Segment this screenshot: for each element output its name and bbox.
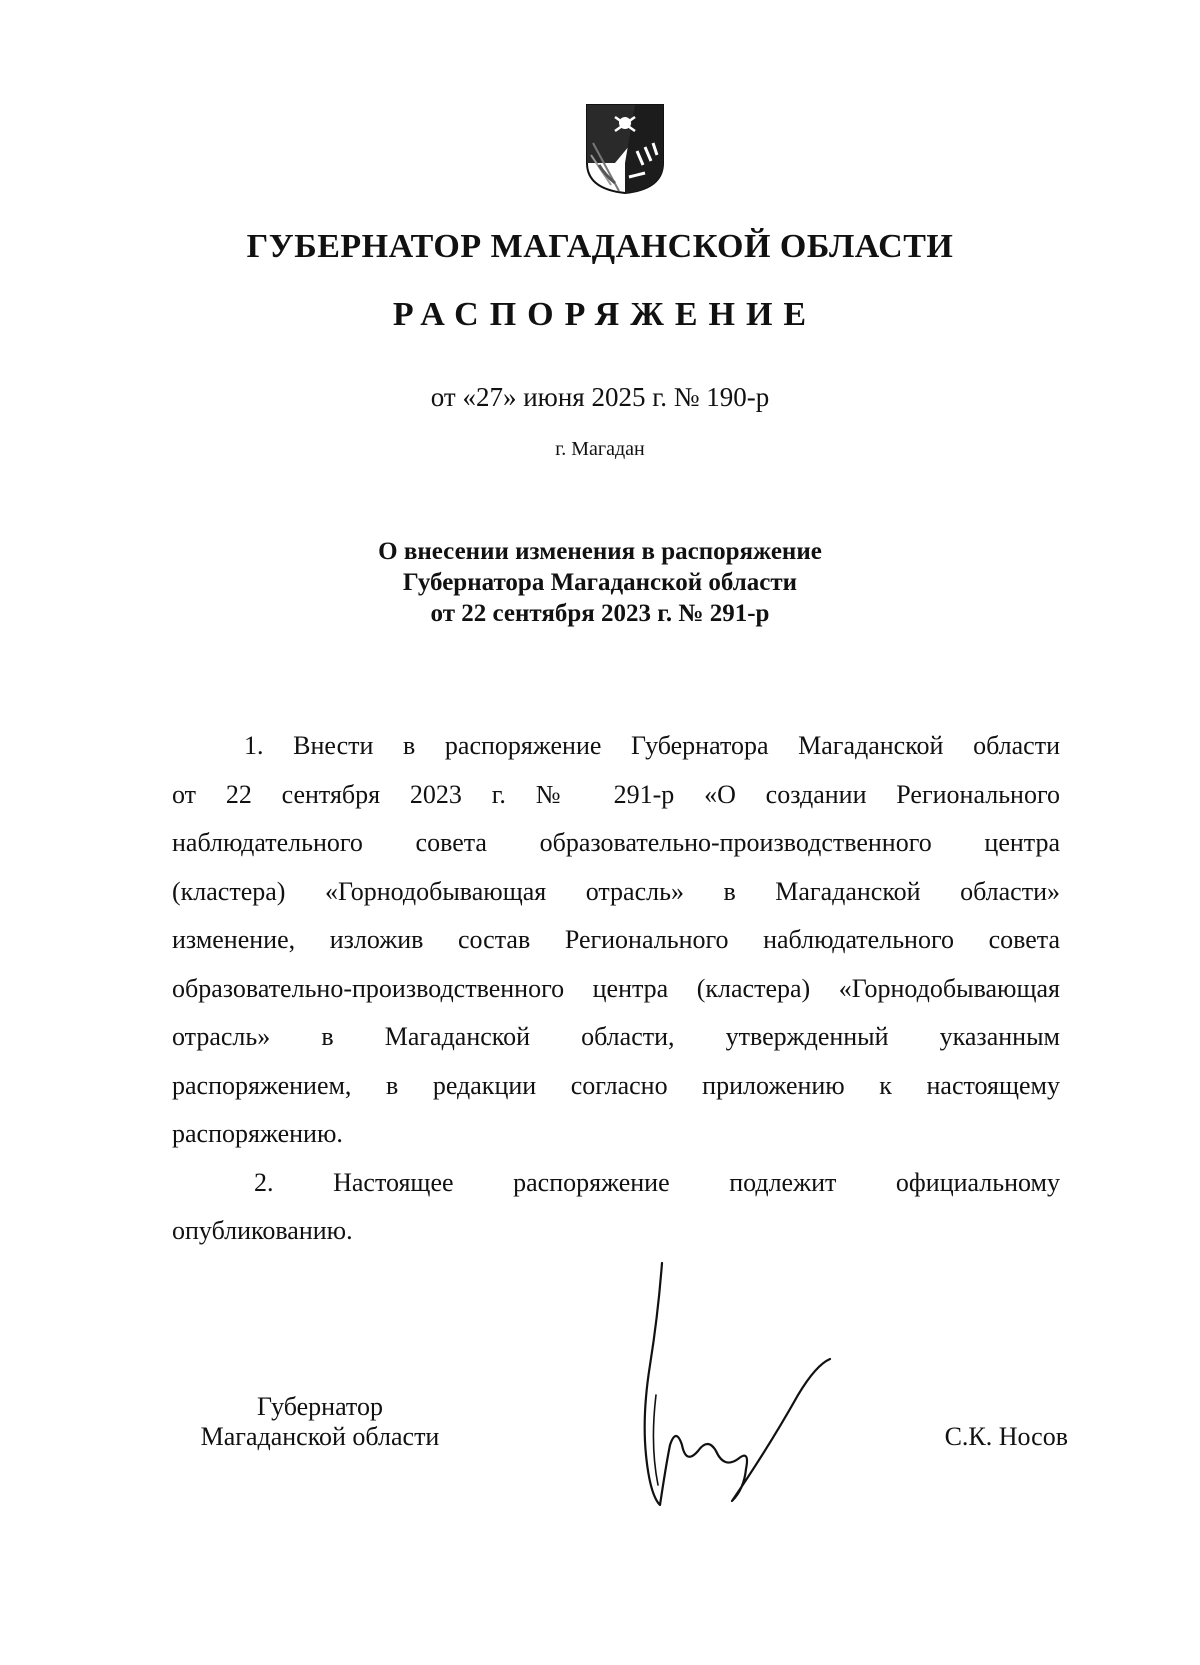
document-city: г. Магадан [555,438,645,460]
signature-icon [620,1255,850,1515]
body-line: 1. Внести в распоряжение Губернатора Магаданской области [244,731,1060,760]
body-line: 2. Настоящее распоряжение подлежит официальному [254,1167,1060,1197]
body-line: распоряжению. [172,1119,343,1148]
document-body [172,722,1060,1256]
subject-line: Губернатора Магаданской области [402,569,798,596]
body-line: наблюдательного совета образовательно-производственного центра [172,828,1060,857]
document-subject [0,536,1200,629]
body-line: отрасль» в Магаданской области, утвержденный указанным [172,1022,1060,1051]
subject-line: от 22 сентября 2023 г. № 291-р [430,600,770,627]
subject-line: О внесении изменения в распоряжение [378,538,822,565]
signatory-title-line: Магаданской области [200,1422,440,1451]
body-line: образовательно-производственного центра (кластера) «Горнодобывающая [172,973,1060,1003]
document-date-number: от «27» июня 2025 г. № 190-р [430,382,770,412]
document-type: РАСПОРЯЖЕНИЕ [392,296,818,333]
body-line: от 22 сентября 2023 г. № 291-р «О создании Регионального [172,779,1060,809]
body-line: распоряжением, в редакции согласно приложению к настоящему [172,1070,1060,1100]
coat-of-arms-icon [585,103,665,195]
signatory-title [170,1392,470,1452]
body-line: опубликованию. [172,1216,353,1245]
signatory-title-line: Губернатор [257,1392,383,1421]
body-line: (кластера) «Горнодобывающая отрасль» в Магаданской области» [172,876,1060,906]
body-line: изменение, изложив состав Регионального наблюдательного совета [172,925,1060,954]
signatory-name: С.К. Носов [944,1422,1068,1451]
issuing-authority: ГУБЕРНАТОР МАГАДАНСКОЙ ОБЛАСТИ [246,228,954,265]
